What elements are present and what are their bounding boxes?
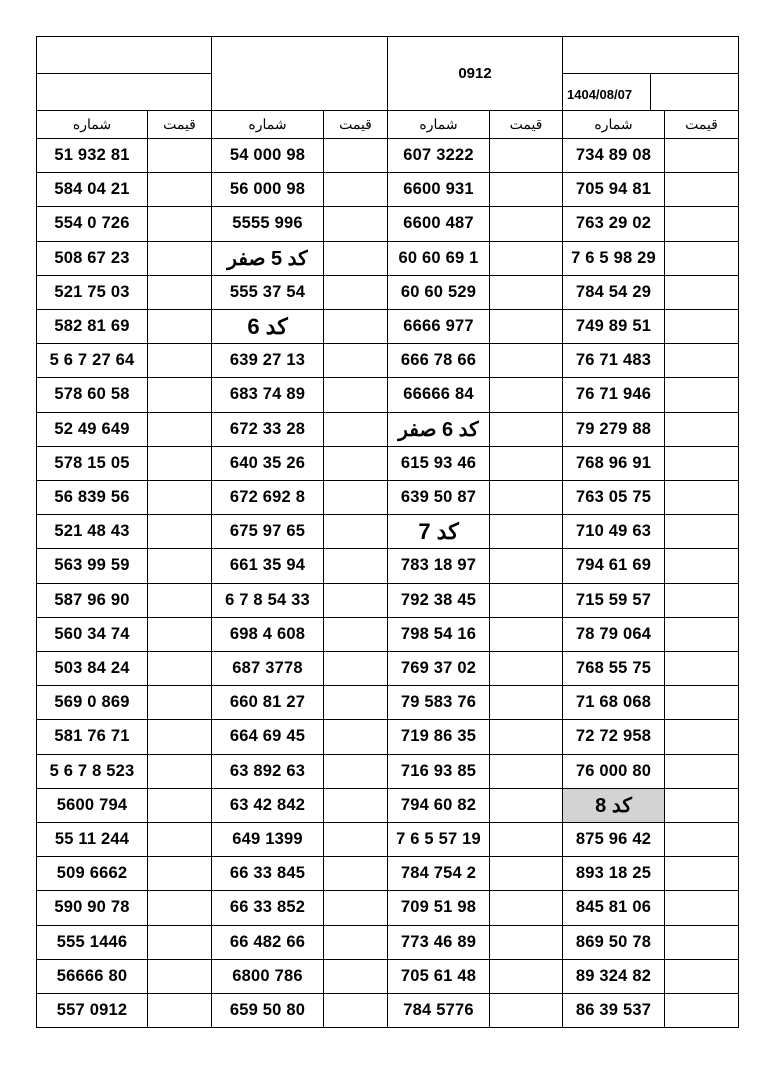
code-header-cell: کد 8 (562, 788, 665, 823)
price-cell (489, 959, 563, 994)
price-cell (664, 275, 739, 310)
price-cell (147, 514, 212, 549)
price-cell (489, 480, 563, 515)
phone-number-cell: 5 6 7 8 523 (36, 754, 148, 789)
phone-number-cell: 521 75 03 (36, 275, 148, 310)
header-blank-cell (36, 36, 212, 74)
price-cell (323, 275, 388, 310)
price-list-sheet (36, 36, 738, 1026)
price-cell (323, 446, 388, 481)
price-cell (489, 890, 563, 925)
phone-number-cell: 76 71 483 (562, 343, 665, 378)
phone-number-cell: 769 37 02 (387, 651, 490, 686)
phone-number-cell: 56 000 98 (211, 172, 324, 207)
phone-number-cell: 5 6 7 27 64 (36, 343, 148, 378)
price-cell (147, 890, 212, 925)
price-cell (147, 548, 212, 583)
price-cell (147, 480, 212, 515)
price-cell (147, 377, 212, 412)
column-header-number: شماره (562, 110, 665, 139)
price-cell (664, 993, 739, 1028)
phone-number-cell: 79 279 88 (562, 412, 665, 447)
phone-number-cell: 76 71 946 (562, 377, 665, 412)
phone-number-cell: 563 99 59 (36, 548, 148, 583)
price-cell (664, 890, 739, 925)
phone-number-cell: 783 18 97 (387, 548, 490, 583)
phone-number-cell: 798 54 16 (387, 617, 490, 652)
price-cell (323, 651, 388, 686)
phone-number-cell: 60 60 69 1 (387, 241, 490, 276)
price-cell (323, 241, 388, 276)
phone-number-cell: 7 6 5 98 29 (562, 241, 665, 276)
phone-number-cell: 710 49 63 (562, 514, 665, 549)
price-cell (147, 172, 212, 207)
phone-number-cell: 79 583 76 (387, 685, 490, 720)
phone-number-cell: 584 04 21 (36, 172, 148, 207)
phone-number-cell: 661 35 94 (211, 548, 324, 583)
phone-number-cell: 607 3222 (387, 138, 490, 173)
price-cell (489, 685, 563, 720)
phone-number-cell: 784 5776 (387, 993, 490, 1028)
price-cell (147, 959, 212, 994)
phone-number-cell: 615 93 46 (387, 446, 490, 481)
price-cell (147, 241, 212, 276)
phone-number-cell: 784 754 2 (387, 856, 490, 891)
price-cell (489, 275, 563, 310)
price-cell (489, 651, 563, 686)
code-header-cell: کد 6 (211, 309, 324, 344)
price-cell (664, 856, 739, 891)
price-cell (323, 685, 388, 720)
price-cell (489, 412, 563, 447)
column-header-number: شماره (36, 110, 148, 139)
phone-number-cell: 56666 80 (36, 959, 148, 994)
phone-number-cell: 590 90 78 (36, 890, 148, 925)
price-cell (323, 959, 388, 994)
phone-number-cell: 578 15 05 (36, 446, 148, 481)
phone-number-cell: 71 68 068 (562, 685, 665, 720)
phone-number-cell: 66 482 66 (211, 925, 324, 960)
column-header-price: قیمت (323, 110, 388, 139)
phone-number-cell: 72 72 958 (562, 719, 665, 754)
price-cell (323, 138, 388, 173)
phone-number-cell: 55 11 244 (36, 822, 148, 857)
column-header-number: شماره (211, 110, 324, 139)
column-header-price: قیمت (664, 110, 739, 139)
price-cell (489, 788, 563, 823)
header-date: 1404/08/07 (562, 73, 651, 111)
phone-number-cell: 640 35 26 (211, 446, 324, 481)
phone-number-cell: 6666 977 (387, 309, 490, 344)
phone-number-cell: 763 05 75 (562, 480, 665, 515)
header-blank-cell (562, 36, 739, 74)
price-cell (323, 309, 388, 344)
phone-number-cell: 705 94 81 (562, 172, 665, 207)
price-cell (489, 514, 563, 549)
price-cell (664, 925, 739, 960)
phone-number-cell: 6600 931 (387, 172, 490, 207)
phone-number-cell: 6800 786 (211, 959, 324, 994)
phone-number-cell: 560 34 74 (36, 617, 148, 652)
column-header-price: قیمت (489, 110, 563, 139)
phone-number-cell: 773 46 89 (387, 925, 490, 960)
price-cell (664, 343, 739, 378)
phone-number-cell: 66 33 845 (211, 856, 324, 891)
code-header-cell: کد 6 صفر (387, 412, 490, 447)
phone-number-cell: 7 6 5 57 19 (387, 822, 490, 857)
phone-number-cell: 763 29 02 (562, 206, 665, 241)
phone-number-cell: 60 60 529 (387, 275, 490, 310)
phone-number-cell: 6 7 8 54 33 (211, 583, 324, 618)
phone-number-cell: 508 67 23 (36, 241, 148, 276)
price-cell (664, 822, 739, 857)
price-cell (664, 651, 739, 686)
price-cell (323, 993, 388, 1028)
phone-number-cell: 698 4 608 (211, 617, 324, 652)
phone-number-cell: 6600 487 (387, 206, 490, 241)
column-header-number: شماره (387, 110, 490, 139)
phone-number-cell: 845 81 06 (562, 890, 665, 925)
phone-number-cell: 89 324 82 (562, 959, 665, 994)
price-cell (323, 412, 388, 447)
phone-number-cell: 52 49 649 (36, 412, 148, 447)
price-cell (323, 719, 388, 754)
phone-number-cell: 715 59 57 (562, 583, 665, 618)
header-prefix: 0912 (387, 36, 563, 111)
phone-number-cell: 587 96 90 (36, 583, 148, 618)
phone-number-cell: 672 692 8 (211, 480, 324, 515)
price-cell (147, 925, 212, 960)
price-cell (489, 719, 563, 754)
phone-number-cell: 555 1446 (36, 925, 148, 960)
price-cell (147, 275, 212, 310)
phone-number-cell: 768 96 91 (562, 446, 665, 481)
phone-number-cell: 893 18 25 (562, 856, 665, 891)
price-cell (323, 377, 388, 412)
price-cell (489, 993, 563, 1028)
price-cell (489, 617, 563, 652)
price-cell (147, 206, 212, 241)
phone-number-cell: 749 89 51 (562, 309, 665, 344)
price-cell (489, 446, 563, 481)
phone-number-cell: 719 86 35 (387, 719, 490, 754)
price-cell (323, 548, 388, 583)
price-cell (664, 514, 739, 549)
phone-number-cell: 705 61 48 (387, 959, 490, 994)
phone-number-cell: 509 6662 (36, 856, 148, 891)
price-cell (489, 822, 563, 857)
header-blank-cell (211, 36, 388, 111)
phone-number-cell: 66666 84 (387, 377, 490, 412)
phone-number-cell: 659 50 80 (211, 993, 324, 1028)
price-cell (664, 788, 739, 823)
price-cell (323, 514, 388, 549)
price-cell (489, 856, 563, 891)
price-cell (323, 754, 388, 789)
price-cell (664, 959, 739, 994)
price-cell (323, 617, 388, 652)
phone-number-cell: 5555 996 (211, 206, 324, 241)
price-cell (489, 377, 563, 412)
phone-number-cell: 5600 794 (36, 788, 148, 823)
price-cell (323, 856, 388, 891)
price-cell (664, 480, 739, 515)
phone-number-cell: 555 37 54 (211, 275, 324, 310)
price-cell (489, 754, 563, 789)
phone-number-cell: 557 0912 (36, 993, 148, 1028)
phone-number-cell: 716 93 85 (387, 754, 490, 789)
price-cell (323, 206, 388, 241)
price-cell (147, 138, 212, 173)
phone-number-cell: 569 0 869 (36, 685, 148, 720)
phone-number-cell: 578 60 58 (36, 377, 148, 412)
phone-number-cell: 664 69 45 (211, 719, 324, 754)
phone-number-cell: 639 50 87 (387, 480, 490, 515)
phone-number-cell: 734 89 08 (562, 138, 665, 173)
price-cell (323, 788, 388, 823)
price-cell (323, 890, 388, 925)
price-cell (489, 925, 563, 960)
phone-number-cell: 76 000 80 (562, 754, 665, 789)
phone-number-cell: 869 50 78 (562, 925, 665, 960)
phone-number-cell: 63 42 842 (211, 788, 324, 823)
phone-number-cell: 521 48 43 (36, 514, 148, 549)
price-cell (147, 446, 212, 481)
price-cell (489, 206, 563, 241)
phone-number-cell: 768 55 75 (562, 651, 665, 686)
phone-number-cell: 709 51 98 (387, 890, 490, 925)
price-cell (323, 343, 388, 378)
price-cell (147, 856, 212, 891)
price-cell (147, 719, 212, 754)
price-cell (147, 617, 212, 652)
phone-number-cell: 675 97 65 (211, 514, 324, 549)
price-cell (664, 412, 739, 447)
price-cell (664, 583, 739, 618)
price-cell (147, 651, 212, 686)
phone-number-cell: 875 96 42 (562, 822, 665, 857)
price-cell (664, 241, 739, 276)
phone-number-cell: 639 27 13 (211, 343, 324, 378)
price-cell (664, 138, 739, 173)
phone-number-cell: 687 3778 (211, 651, 324, 686)
phone-number-cell: 794 61 69 (562, 548, 665, 583)
price-cell (664, 446, 739, 481)
phone-number-cell: 582 81 69 (36, 309, 148, 344)
phone-number-cell: 792 38 45 (387, 583, 490, 618)
price-cell (664, 172, 739, 207)
phone-number-cell: 86 39 537 (562, 993, 665, 1028)
phone-number-cell: 672 33 28 (211, 412, 324, 447)
price-cell (664, 754, 739, 789)
phone-number-cell: 54 000 98 (211, 138, 324, 173)
price-cell (147, 583, 212, 618)
price-cell (323, 583, 388, 618)
price-cell (664, 206, 739, 241)
price-cell (489, 548, 563, 583)
phone-number-cell: 649 1399 (211, 822, 324, 857)
phone-number-cell: 63 892 63 (211, 754, 324, 789)
price-cell (147, 788, 212, 823)
phone-number-cell: 683 74 89 (211, 377, 324, 412)
price-cell (489, 309, 563, 344)
phone-number-cell: 784 54 29 (562, 275, 665, 310)
price-cell (664, 617, 739, 652)
price-cell (664, 309, 739, 344)
price-cell (664, 719, 739, 754)
price-cell (323, 172, 388, 207)
phone-number-cell: 581 76 71 (36, 719, 148, 754)
price-cell (147, 343, 212, 378)
phone-number-cell: 554 0 726 (36, 206, 148, 241)
price-cell (323, 925, 388, 960)
price-cell (147, 754, 212, 789)
price-cell (147, 412, 212, 447)
price-cell (489, 343, 563, 378)
code-header-cell: کد 5 صفر (211, 241, 324, 276)
price-cell (323, 822, 388, 857)
phone-number-cell: 78 79 064 (562, 617, 665, 652)
price-cell (664, 685, 739, 720)
phone-number-cell: 794 60 82 (387, 788, 490, 823)
phone-number-cell: 66 33 852 (211, 890, 324, 925)
phone-number-cell: 503 84 24 (36, 651, 148, 686)
price-cell (147, 993, 212, 1028)
price-cell (664, 377, 739, 412)
price-cell (147, 309, 212, 344)
code-header-cell: کد 7 (387, 514, 490, 549)
price-cell (489, 241, 563, 276)
price-cell (147, 822, 212, 857)
phone-number-cell: 660 81 27 (211, 685, 324, 720)
price-cell (323, 480, 388, 515)
price-cell (147, 685, 212, 720)
price-cell (489, 172, 563, 207)
price-cell (489, 583, 563, 618)
price-cell (664, 548, 739, 583)
phone-number-cell: 51 932 81 (36, 138, 148, 173)
column-header-price: قیمت (147, 110, 212, 139)
phone-number-cell: 666 78 66 (387, 343, 490, 378)
phone-number-cell: 56 839 56 (36, 480, 148, 515)
header-blank-cell (36, 73, 212, 111)
header-blank-cell (650, 73, 739, 111)
price-cell (489, 138, 563, 173)
